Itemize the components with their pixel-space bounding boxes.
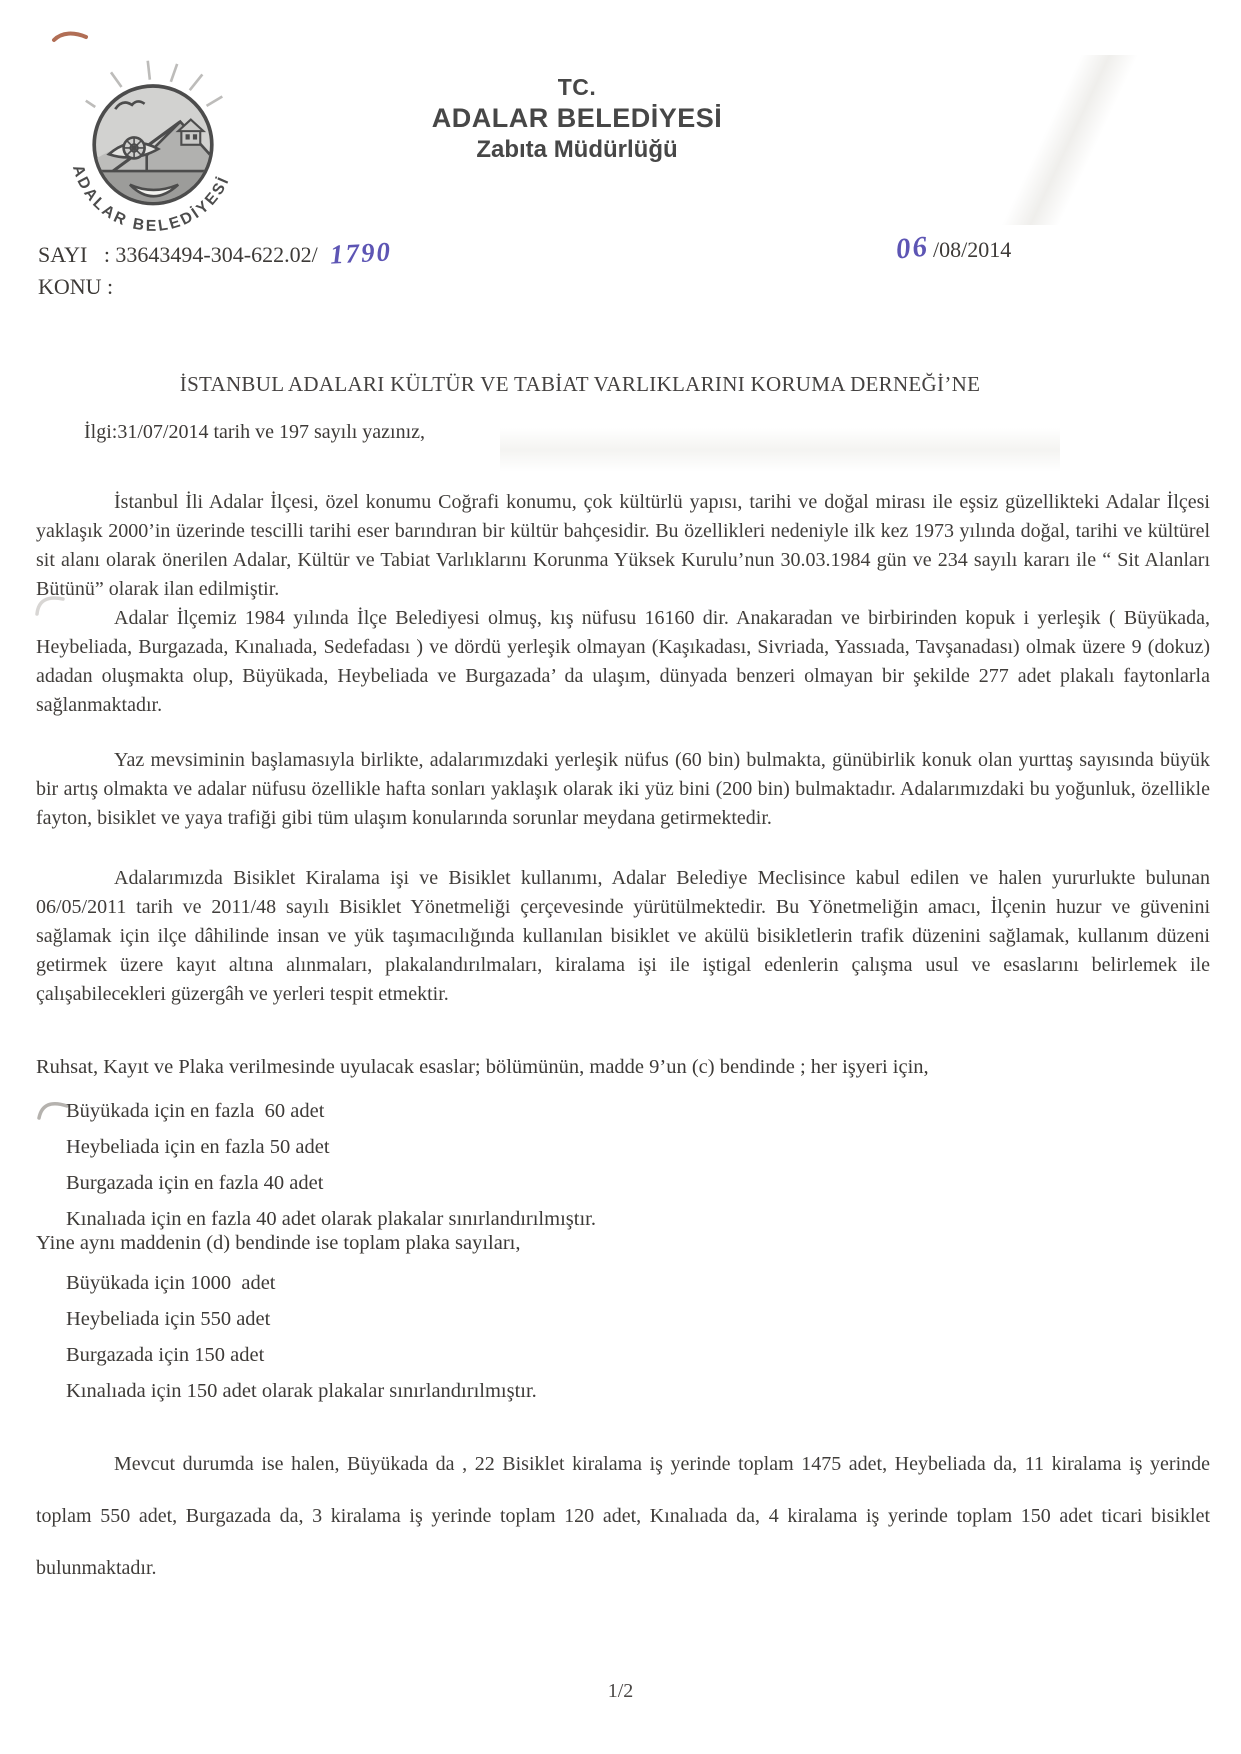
date-printed: /08/2014 [933, 237, 1012, 262]
paragraph-2-text: Yaz mevsiminin başlamasıyla birlikte, adalarımızdaki yerleşik nüfus (60 bin) bulmakta, günübirlik konuk olan yurttaş sayısında büyük bir artış olmakta ve adalar nüfusu özellikle hafta sonları yaklaşık olarak iki yüz bini (200 bin) bulmaktadır. Adalarımızdaki bu yoğunluk, özellikle fayton, bisiklet ve yaya trafiği gibi tüm ulaşım konularında sorunlar meydana getirmektedir. [36, 749, 1210, 829]
ilgi-line: İlgi:31/07/2014 tarih ve 197 sayılı yazınız, [84, 421, 426, 443]
list-item: Kınalıada için 150 adet olarak plakalar sınırlandırılmıştır. [66, 1380, 537, 1402]
sayi-handwritten-number: 1790 [328, 236, 393, 270]
ruhsat-line: Ruhsat, Kayıt ve Plaka verilmesinde uyulacak esaslar; bölümünün, madde 9’un (c) bendinde ; her işyeri için, [36, 1056, 929, 1078]
konu-line: KONU : [38, 274, 114, 299]
page-number: 1/2 [607, 1680, 634, 1702]
max-plate-list [36, 1096, 1136, 1240]
recipient-line: İSTANBUL ADALARI KÜLTÜR VE TABİAT VARLIKLARINI KORUMA DERNEĞİ’NE [179, 372, 981, 396]
list-item: Heybeliada için 550 adet [66, 1308, 271, 1330]
scan-streak-artifact [930, 55, 1210, 225]
list-item: Büyükada için en fazla 60 adet [66, 1100, 325, 1122]
list-item: Kınalıada için en fazla 40 adet olarak plakalar sınırlandırılmıştır. [66, 1208, 596, 1230]
yine-line: Yine aynı maddenin (d) bendinde ise toplam plaka sayıları, [36, 1232, 521, 1254]
logo-curved-text: ADALAR BELEDİYESİ [68, 162, 234, 235]
paragraph-3-text: Adalarımızda Bisiklet Kiralama işi ve Bisiklet kullanımı, Adalar Belediye Meclisince kabul edilen ve halen yururlukte bulunan 06/05/2011 tarih ve 2011/48 sayılı Bisiklet Yönetmeliği çerçevesinde yürütülmektedir. Bu Yönetmeliğin amacı, İlçenin huzur ve güvenini sağlamak için ilçe dâhilinde insan ve yük taşımacılığında kullanılan bisiklet ve akülü bisikletlerin trafik düzenini sağlamak, kullanım düzeni getirmek üzere kayıt altına alınmaları, plakalandırılmaları, kiralama işi ile iştigal edenlerin çalışma usul ve esaslarını belirlemek ile çalışabilecekleri güzergâh ve yerleri tespit etmektir. [36, 867, 1210, 1005]
total-plate-list [36, 1268, 1136, 1412]
pen-arc-mark [34, 590, 68, 618]
red-pen-mark [50, 26, 96, 48]
letterhead [327, 74, 827, 164]
paragraph-1 [36, 488, 1210, 720]
paragraph-1a: İstanbul İli Adalar İlçesi, özel konumu Coğrafi konumu, çok kültürlü yapısı, tarihi ve doğal mirası ile eşsiz güzellikteki Adalar İlçesi yaklaşık 2000’in üzerinde tescilli tarihi eser barındıran bir kültür bahçesidir. Bu özellikleri nedeniyle ilk kez 1973 yılında doğal, tarihi ve kültürel sit alanı olarak önerilen Adalar, Kültür ve Tabiat Varlıklarını Korunma Yüksek Kurulu’nun 30.03.1984 gün ve 234 sayılı kararı ile “ Sit Alanları Bütünü” olarak ilan edilmiştir. [36, 491, 1210, 600]
paragraph-1b: Adalar İlçemiz 1984 yılında İlçe Belediyesi olmuş, kış nüfusu 16160 dir. Anakaradan ve birbirinden kopuk i yerleşik ( Büyükada, Heybeliada, Burgazada, Kınalıada, Sedefadası ) ve dördü yerleşik olmayan (Kaşıkadası, Sivriada, Yassıada, Tavşanadası) olmak üzere 9 (dokuz) adadan oluşmakta olup, Büyükada, Heybeliada ve Burgazada’ da ulaşım, dünyada benzeri olmayan bir şekilde 277 adet plakalı faytonlarla sağlanmaktadır. [36, 607, 1210, 716]
date-line [896, 232, 1011, 265]
sayi-line [38, 238, 392, 269]
list-item: Heybeliada için en fazla 50 adet [66, 1136, 330, 1158]
adalar-belediyesi-logo-icon [48, 52, 258, 247]
sayi-text: SAYI : 33643494-304-622.02/ [38, 242, 318, 267]
letterhead-department: Zabıta Müdürlüğü [476, 136, 678, 163]
paragraph-3 [36, 864, 1210, 1009]
list-item: Burgazada için 150 adet [66, 1344, 265, 1366]
municipality-logo [48, 52, 258, 247]
date-day-handwritten: 06 [894, 230, 931, 266]
scan-band-artifact [500, 428, 1060, 472]
list-item: Burgazada için en fazla 40 adet [66, 1172, 324, 1194]
list-item: Büyükada için 1000 adet [66, 1272, 276, 1294]
paragraph-4-text: Mevcut durumda ise halen, Büyükada da , 22 Bisiklet kiralama iş yerinde toplam 1475 adet, Heybeliada da, 11 kiralama iş yerinde toplam 550 adet, Burgazada da, 3 kiralama iş yerinde toplam 120 adet, Kınalıada da, 4 kiralama iş yerinde toplam 150 adet ticari bisiklet bulunmaktadır. [36, 1453, 1210, 1579]
paragraph-4 [36, 1438, 1210, 1594]
paragraph-2 [36, 746, 1210, 833]
letterhead-tc: TC. [557, 74, 597, 100]
letterhead-municipality: ADALAR BELEDİYESİ [431, 103, 723, 133]
